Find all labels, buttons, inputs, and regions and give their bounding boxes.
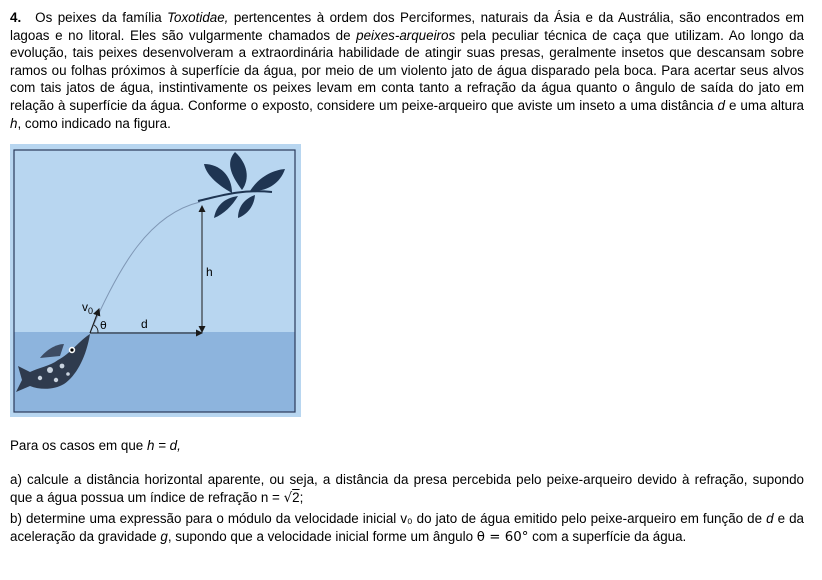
item-b: [10, 510, 804, 546]
theta-label: θ: [100, 319, 107, 332]
common-name: peixes-arqueiros: [356, 27, 456, 43]
item-b-v0: v₀: [400, 511, 413, 526]
d-label: d: [141, 317, 148, 331]
intro-text-2: pertencentes à ordem dos Perciformes, naturais da Ásia e da Austrália, são encontrados em lagoas e no litoral. Eles são vulgarmente chamados de: [10, 10, 804, 43]
item-b-text-4: , supondo que a velocidade inicial forme um ângulo: [167, 528, 477, 544]
intro-text-3: pela peculiar técnica de caça que utilizam. Ao longo da evolução, tais peixes desenvolveram a extraordinária habilidade de atingir suas presas, geralmente insetos que descansam sobre ramos ou folhas próximos à superfície da água, por meio de um violento jato de água disparado pela boca. Para acertar seus alvos com tais jatos de água, instintivamente os peixes levam em conta tanto a refração da água quanto o ângulo de saída do jato em relação à superfície da água. Conforme o exposto, considere um peixe-arqueiro que aviste um inseto a uma distância: [10, 27, 804, 113]
cases-prefix: Para os casos em que: [10, 438, 147, 453]
item-b-text-2: do jato de água emitido pelo peixe-arqueiro em função de: [412, 511, 767, 526]
question-number: 4.: [10, 10, 22, 25]
cases-condition: h = d,: [146, 438, 181, 453]
item-a: [10, 471, 804, 507]
item-a-text-1: a) calcule a distância horizontal aparente, ou seja, a distância da presa percebida pelo peixe-arqueiro devido à refração, supondo que a água possua um índice de refração: [10, 472, 804, 505]
item-b-text-5: com a superfície da água.: [528, 528, 687, 544]
item-a-text-2: ;: [299, 489, 304, 505]
item-b-text-3: e da aceleração da gravidade: [10, 511, 804, 544]
intro-text-1: Os peixes da família: [35, 10, 168, 25]
item-b-angle: θ = 60°: [476, 529, 529, 545]
item-b-var-d: d: [766, 511, 774, 526]
item-a-formula: n = √2: [260, 489, 300, 506]
var-h: h: [10, 115, 18, 131]
var-d: d: [717, 97, 725, 113]
question-intro: [10, 9, 804, 132]
archer-fish-figure: [10, 144, 301, 417]
cases-line: [10, 437, 804, 455]
item-b-text-1: b) determine uma expressão para o módulo da velocidade inicial: [10, 511, 401, 526]
family-name: Toxotidae,: [167, 10, 229, 25]
v0-label: $v_0$: [82, 300, 94, 316]
item-b-var-g: g: [160, 528, 168, 544]
intro-text-5: , como indicado na figura.: [17, 115, 171, 131]
h-label: h: [206, 265, 213, 279]
figure-svg: [10, 144, 301, 417]
intro-text-4: e uma altura: [724, 97, 804, 113]
